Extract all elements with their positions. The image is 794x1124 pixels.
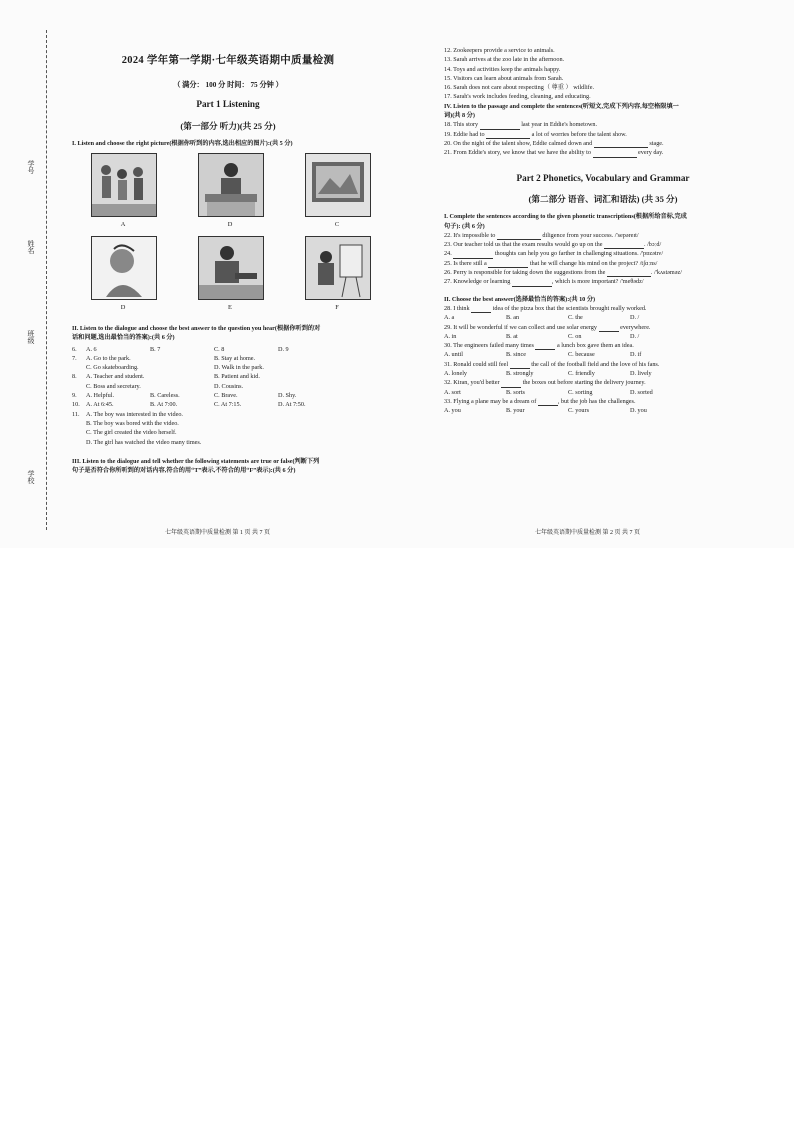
phonetic-25: 25. Is there still a that he will change his mind on the project? /tʃɑːns/ <box>444 259 658 267</box>
question-7: 7. A. Go to the park. B. Stay at home. <box>72 354 256 362</box>
section2 <box>72 324 384 475</box>
statement-13: 13. Sarah arrives at the zoo late in the afternoon. <box>444 56 565 64</box>
sentence-19: 19. Eddie had to a lot of worries before the talent show. <box>444 130 627 138</box>
portrait-image <box>92 237 156 299</box>
binding-line <box>46 30 47 530</box>
painter-image <box>306 237 370 299</box>
statement-12: 12. Zookeepers provide a service to animals. <box>444 47 555 54</box>
worker-image <box>199 237 263 299</box>
part1-title: Part 1 Listening <box>196 99 260 109</box>
question-11-d: D. The girl has watched the video many times. <box>86 438 202 446</box>
part2-section1-heading-1: I. Complete the sentences according to the given phonetic transcriptions(根据所给音标,完成 <box>444 213 687 221</box>
question-11: 11. A. The boy was interested in the video. <box>72 410 183 418</box>
exam-title: 2024 学年第一学期·七年级英语期中质量检测 <box>121 55 335 66</box>
picture-label-f: F <box>335 304 339 311</box>
part2-section1-heading-2: 句子): (共 6 分) <box>444 222 485 230</box>
picture-label-b: D <box>227 221 233 228</box>
phonetic-23: 23. Our teacher told us that the exam results would go up on the . /bɔːd/ <box>444 241 662 249</box>
statement-15: 15. Visitors can learn about animals from Sarah. <box>444 74 564 82</box>
picture-a <box>91 153 157 217</box>
left-page-footer: 七年级英语期中质量检测 第 1 页 共 7 页 <box>165 530 271 536</box>
question-7-cd: C. Go skateboarding. D. Walk in the park. <box>86 364 264 372</box>
part2-section2-heading: II. Choose the best answer(选择最恰当的答案):(共 10 分) <box>444 295 596 303</box>
person-at-desk-image <box>199 154 263 216</box>
exam-subtitle: （ 满分： 100 分 时间： 75 分钟 ） <box>173 81 283 89</box>
part2-cn-title: (第二部分 语音、词汇和语法) (共 35 分) <box>528 194 678 205</box>
group-kids-image <box>92 154 156 216</box>
question-29: 29. It will be wonderful if we can collect and use solar energy everywhere. <box>444 323 651 331</box>
section4-heading-1: IV. Listen to the passage and complete the sentences(听短文,完成下列内容,每空格限填一 <box>444 102 679 110</box>
picture-label-c: C <box>334 221 340 228</box>
margin-label-school: 学校 <box>27 470 35 484</box>
statement-14: 14. Toys and activities keep the animals happy. <box>444 65 561 73</box>
part2-title: Part 2 Phonetics, Vocabulary and Grammar <box>516 172 690 183</box>
sentence-21: 21. From Eddie's story, we know that we have the ability to every day. <box>444 149 664 157</box>
question-6: 6. A. 6 B. 7 C. 8 D. 9 <box>72 345 289 353</box>
question-31: 31. Ronald could still feel the call of the football field and the love of his fans. <box>444 360 660 368</box>
picture-d <box>91 236 157 300</box>
question-33: 33. Flying a plane may be a dream of , but the job has the challenges. <box>444 397 636 405</box>
statement-16: 16. Sarah does not care about respecting（ 尊重 ） wildlife. <box>444 84 595 92</box>
phonetic-26: 26. Perry is responsible for taking down the suggestions from the . /'kʌstəməz/ <box>444 269 682 277</box>
margin-label-class: 班级 <box>27 330 35 344</box>
picture-c <box>305 153 371 217</box>
section1-heading: I. Listen and choose the right picture(根据你听到的内容,选出相应的图片):(共 5 分) <box>72 139 293 147</box>
phonetic-27: 27. Knowledge or learning , which is more important? /'meθədz/ <box>444 278 644 286</box>
section4-heading-2: 词)(共 8 分) <box>444 112 475 120</box>
picture-label-d: D <box>120 304 126 311</box>
section3-heading-1: III. Listen to the dialogue and tell whether the following statements are true or false(判断下列 <box>72 457 320 465</box>
section2-heading-1: II. Listen to the dialogue and choose the best answer to the question you hear(根据你听到的对 <box>72 325 321 332</box>
section2-heading-2: 话和问题,选出最恰当的答案):(共 6 分) <box>72 334 175 342</box>
part1-cn-title: (第一部分 听力)(共 25 分) <box>180 120 276 131</box>
question-32: 32. Kiran, you'd better the boxes out before starting the delivery journey. <box>444 379 646 387</box>
sentence-18: 18. This story last year in Eddie's hometown. <box>444 121 598 129</box>
margin-label-student-id: 学号 <box>27 160 35 174</box>
screen-image <box>306 154 370 216</box>
question-11-b: B. The boy was bored with the video. <box>86 419 179 427</box>
section3-heading-2: 句子是否符合你所听到的对话内容,符合的用“T”表示,不符合的用“F”表示):(共 6 分) <box>72 467 296 475</box>
question-31-options: A. lonely B. strongly C. friendly D. lively <box>444 370 652 377</box>
question-9: 9. A. Helpful. B. Careless. C. Brave. D. Shy. <box>72 392 297 400</box>
right-page-footer: 七年级英语期中质量检测 第 2 页 共 7 页 <box>535 530 641 536</box>
right-column <box>444 46 762 415</box>
question-10: 10. A. At 6:45. B. At 7:00. C. At 7:15. D. At 7:50. <box>72 401 306 409</box>
picture-b <box>198 153 264 217</box>
question-30-options: A. until B. since C. because D. if <box>444 351 642 359</box>
question-32-options: A. sort B. sorts C. sorting D. sorted <box>444 388 653 396</box>
question-30: 30. The engineers failed many times a lunch box gave them an idea. <box>444 342 634 350</box>
question-29-options: A. in B. at C. on D. / <box>444 332 640 340</box>
left-column <box>72 98 384 148</box>
picture-f <box>305 236 371 300</box>
margin-label-name: 姓名 <box>27 240 35 254</box>
question-28: 28. I think idea of the pizza box that the scientists brought really worked. <box>444 304 647 312</box>
question-11-c: C. The girl created the video herself. <box>86 429 177 437</box>
picture-label-e: E <box>228 304 232 311</box>
answer-blank-21[interactable] <box>593 157 637 158</box>
question-28-options: A. a B. an C. the D. / <box>444 314 640 322</box>
question-33-options: A. you B. your C. yours D. you <box>444 407 647 415</box>
phonetic-22: 22. It's impossible to diligence from your success. /'sepəreɪt/ <box>444 231 639 239</box>
statement-17: 17. Sarah's work includes feeding, cleaning, and educating. <box>444 93 591 101</box>
picture-e <box>198 236 264 300</box>
picture-label-a: A <box>120 221 126 228</box>
question-8: 8. A. Teacher and student. B. Patient and kid. <box>72 373 260 381</box>
question-8-cd: C. Boss and secretary. D. Cousins. <box>86 382 244 390</box>
sentence-20: 20. On the night of the talent show, Eddie calmed down and stage. <box>444 139 664 147</box>
answer-blank-27[interactable] <box>512 286 552 287</box>
exam-sheet <box>0 0 794 548</box>
phonetic-24: 24. thoughts can help you go farther in challenging situations. /'pɒzətɪv/ <box>444 250 664 258</box>
